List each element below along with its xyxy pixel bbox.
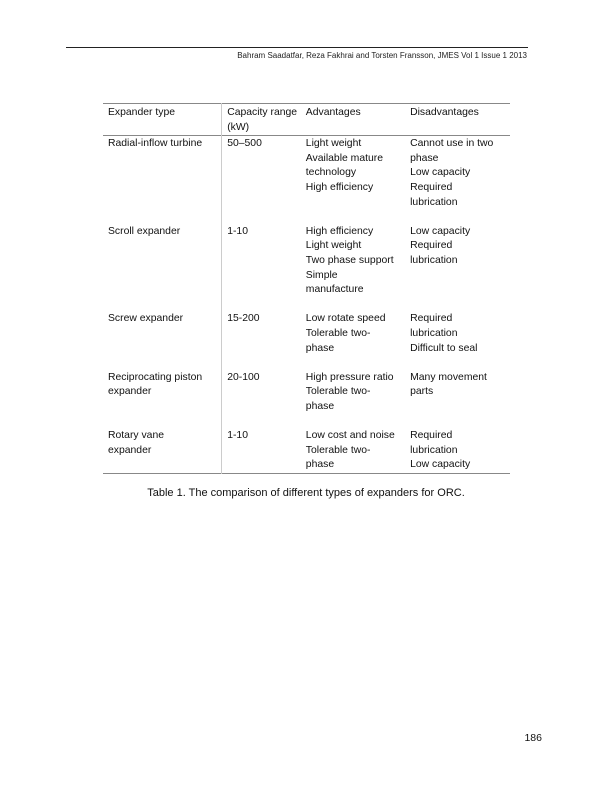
cell-expander-type: Reciprocating piston expander [108,371,203,398]
table-header-row [103,104,510,136]
table-row [103,371,510,429]
cell-disadvantages: Cannot use in two phase Low capacity Required lubrication [410,138,494,208]
cell-disadvantages: Required lubrication Low capacity [410,430,471,471]
expander-comparison-table [103,103,510,474]
cell-advantages: Light weight Available mature technology High efficiency [305,138,384,193]
cell-capacity: 20-100 [222,371,306,429]
cell-expander-type: Scroll expander [108,225,181,237]
cell-disadvantages: Required lubrication Difficult to seal [410,313,478,354]
cell-capacity: 15-200 [222,312,306,370]
cell-disadvantages: Low capacity Required lubrication [410,225,471,266]
column-header-expander-type: Expander type [108,107,176,118]
header-rule [66,47,528,48]
table-caption: Table 1. The comparison of different types of expanders for ORC. [147,487,465,499]
cell-advantages: Low cost and noise Tolerable two- phase [305,430,395,471]
table-row [103,429,510,473]
cell-advantages: Low rotate speed Tolerable two- phase [305,313,386,354]
cell-expander-type: Radial-inflow turbine [108,138,203,150]
cell-expander-type: Screw expander [108,313,184,325]
column-header-disadvantages: Disadvantages [410,107,479,118]
cell-advantages: High efficiency Light weight Two phase support Simple manufacture [305,225,394,296]
column-header-capacity: Capacity range (kW) [222,104,306,136]
running-head: Bahram Saadatfar, Reza Fakhrai and Torsten Fransson, JMES Vol 1 Issue 1 2013 [237,51,527,60]
cell-capacity: 1-10 [222,429,306,473]
cell-disadvantages: Many movement parts [410,371,487,398]
cell-capacity: 1-10 [222,225,306,313]
column-header-advantages: Advantages [305,107,361,118]
table-row [103,136,510,225]
page-number: 186 [524,732,542,744]
cell-capacity: 50–500 [222,136,306,225]
table-row [103,225,510,313]
cell-advantages: High pressure ratio Tolerable two- phase [305,371,394,412]
table-row [103,312,510,370]
cell-expander-type: Rotary vane expander [108,430,165,456]
